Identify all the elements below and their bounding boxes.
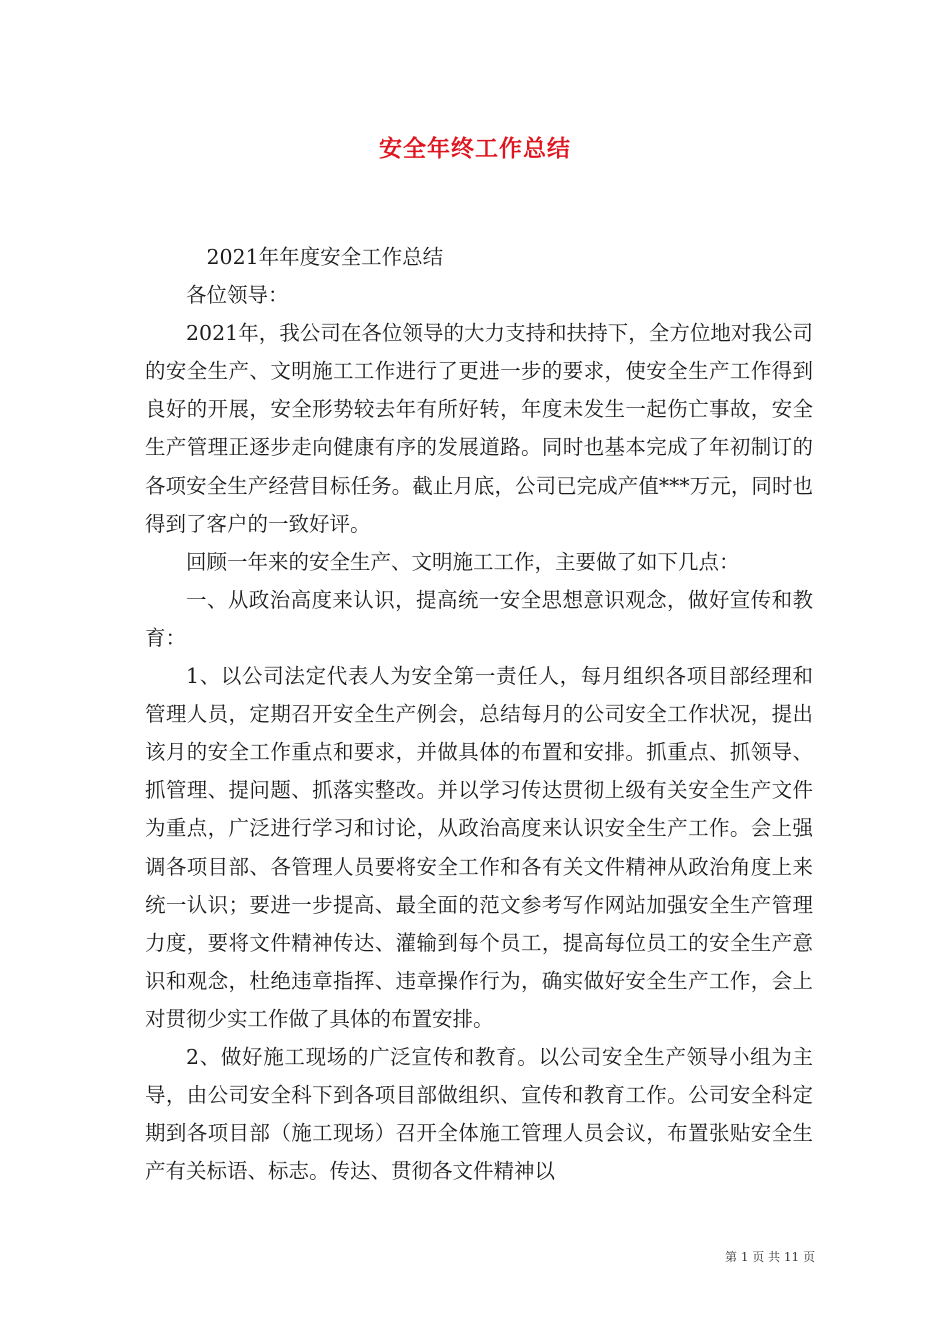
paragraph-salutation: 各位领导： [186, 283, 289, 308]
paragraph-section-1-heading: 一、从政治高度来认识，提高统一安全思想意识观念，做好宣传和教育： [145, 587, 813, 650]
document-subtitle: 2021年年度安全工作总结 [206, 245, 444, 269]
paragraph-review-intro: 回顾一年来的安全生产、文明施工工作，主要做了如下几点： [186, 549, 740, 574]
paragraph-item-2: 2、做好施工现场的广泛宣传和教育。以公司安全生产领导小组为主导，由公司安全科下到各项目部做组织、宣传和教育工作。公司安全科定期到各项目部（施工现场）召开全体施工管理人员会议，布置张贴安全生产有关标语、标志。传达、贯彻各文件精神以 [145, 1044, 813, 1184]
document-title: 安全年终工作总结 [379, 135, 571, 162]
page-number: 第 1 页 共 11 页 [725, 1250, 815, 1264]
paragraph-overview: 2021年，我公司在各位领导的大力支持和扶持下，全方位地对我公司的安全生产、文明施工工作进行了更进一步的要求，使安全生产工作得到良好的开展，安全形势较去年有所好转，年度未发生一起伤亡事故，安全生产管理正逐步走向健康有序的发展道路。同时也基本完成了年初制订的各项安全生产经营目标任务。截止月底，公司已完成产值***万元，同时也得到了客户的一致好评。 [145, 321, 813, 536]
document-body [145, 238, 813, 1190]
paragraph-item-1: 1、以公司法定代表人为安全第一责任人，每月组织各项目部经理和管理人员，定期召开安全生产例会，总结每月的公司安全工作状况，提出该月的安全工作重点和要求，并做具体的布置和安排。抓重点、抓领导、抓管理、提问题、抓落实整改。并以学习传达贯彻上级有关安全生产文件为重点，广泛进行学习和讨论，从政治高度来认识安全生产工作。会上强调各项目部、各管理人员要将安全工作和各有关文件精神从政治角度上来统一认识；要进一步提高、最全面的范文参考写作网站加强安全生产管理力度，要将文件精神传达、灌输到每个员工，提高每位员工的安全生产意识和观念，杜绝违章指挥、违章操作行为，确实做好安全生产工作，会上对贯彻少实工作做了具体的布置安排。 [145, 664, 813, 1031]
